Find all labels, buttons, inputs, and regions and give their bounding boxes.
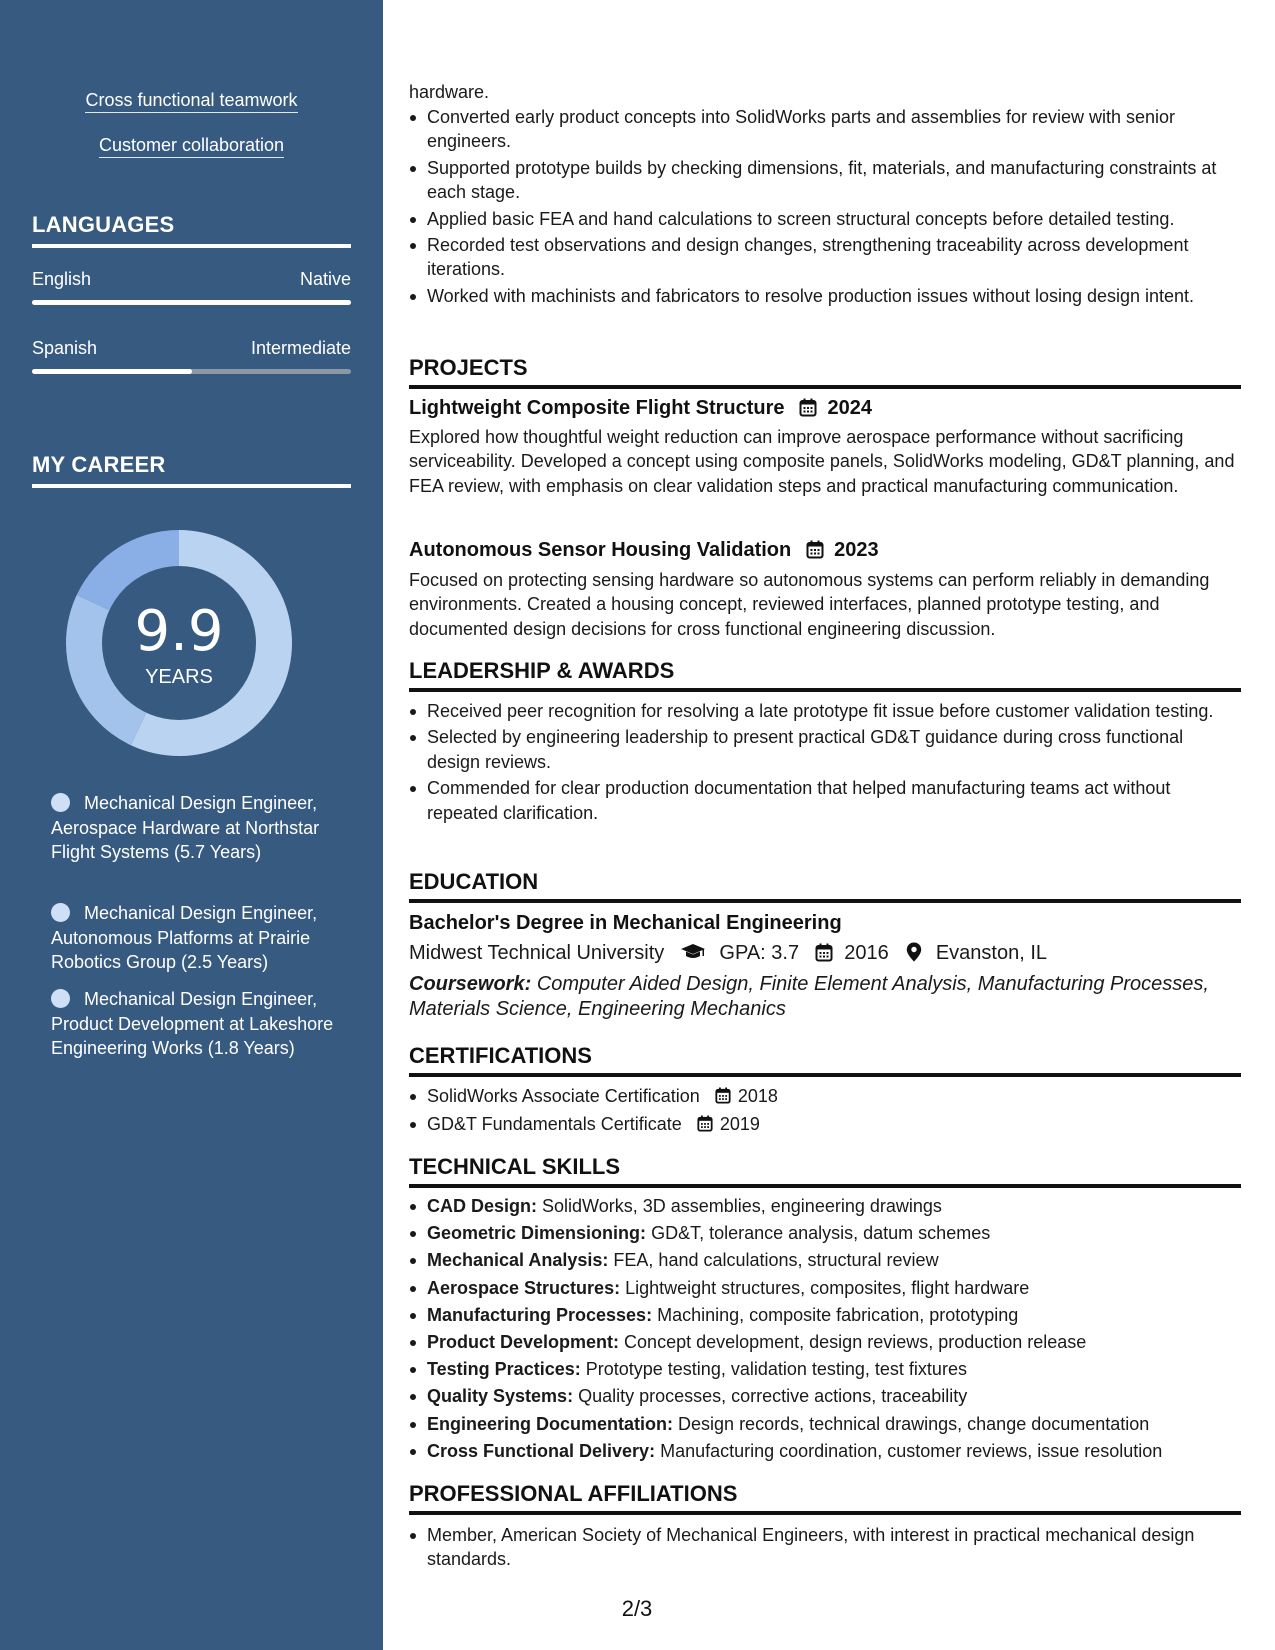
list-item: Applied basic FEA and hand calculations to screen structural concepts before detailed testing. — [409, 207, 1241, 231]
skill-item — [409, 1276, 1241, 1300]
certifications-heading: CERTIFICATIONS — [409, 1043, 1241, 1077]
skill-value: Concept development, design reviews, production release — [624, 1332, 1087, 1353]
experience-continued-text: hardware. — [409, 82, 490, 102]
calendar-icon — [697, 1115, 713, 1132]
skill-value: Manufacturing coordination, customer reviews, issue resolution — [660, 1440, 1163, 1461]
education-heading: EDUCATION — [409, 869, 1241, 903]
calendar-icon — [815, 943, 833, 962]
leadership-bullets — [409, 699, 1241, 825]
skill-tag: Customer collaboration — [0, 134, 383, 156]
skill-item — [409, 1357, 1241, 1381]
education-meta-row — [409, 940, 1241, 966]
technical-skills-list — [409, 1194, 1241, 1466]
project-title: Autonomous Sensor Housing Validation — [409, 539, 792, 561]
coursework — [409, 972, 1241, 1021]
project-year: 2023 — [834, 539, 879, 561]
skill-item — [409, 1330, 1241, 1354]
career-role: Mechanical Design Engineer, Autonomous Platforms at Prairie Robotics Group (2.5 Years) — [51, 903, 318, 972]
graduation-cap-icon — [680, 943, 706, 961]
skill-value: Lightweight structures, composites, flight hardware — [625, 1277, 1030, 1298]
experience-bullets — [409, 105, 1241, 308]
career-donut-chart — [66, 530, 292, 756]
list-item: Recorded test observations and design changes, strengthening traceability across development iterations. — [409, 233, 1241, 282]
coursework-list: Computer Aided Design, Finite Element Analysis, Manufacturing Processes, Materials Science, Engineering Mechanics — [409, 973, 1209, 1020]
degree-title: Bachelor's Degree in Mechanical Engineering — [409, 912, 842, 934]
bullet-dot-icon — [51, 903, 70, 922]
career-years-value: 9.9 — [134, 599, 224, 664]
skill-label: Testing Practices: — [427, 1359, 581, 1380]
page-number: 2/3 — [621, 1596, 653, 1621]
calendar-icon — [806, 540, 824, 559]
skill-item — [409, 1248, 1241, 1272]
skill-value: Design records, technical drawings, change documentation — [678, 1413, 1150, 1434]
affiliations-heading: PROFESSIONAL AFFILIATIONS — [409, 1481, 1241, 1515]
project-title: Lightweight Composite Flight Structure — [409, 397, 785, 419]
project-description: Focused on protecting sensing hardware so autonomous systems can perform reliably in demanding environments. Created a housing concept, reviewed interfaces, planned prototype testing, and documented design decisions for cross functional engineering discussion. — [409, 570, 1210, 639]
calendar-icon — [715, 1087, 731, 1104]
language-bar — [32, 369, 351, 374]
language-level: Intermediate — [250, 338, 351, 358]
skill-item — [409, 1194, 1241, 1218]
graduation-year: 2016 — [844, 942, 889, 964]
skill-label: Manufacturing Processes: — [427, 1304, 653, 1325]
main-content — [409, 0, 1241, 1650]
language-level: Native — [299, 269, 351, 289]
skill-label: Engineering Documentation: — [427, 1413, 674, 1434]
skill-value: Prototype testing, validation testing, test fixtures — [585, 1359, 967, 1380]
skill-label: Aerospace Structures: — [427, 1277, 621, 1298]
certifications-list — [409, 1084, 1241, 1137]
list-item: Selected by engineering leadership to present practical GD&T guidance during cross functional design reviews. — [409, 725, 1241, 774]
skill-label: Cross Functional Delivery: — [427, 1440, 656, 1461]
certification-item: GD&T Fundamentals Certificate 2019 — [409, 1112, 1241, 1136]
skill-label: Geometric Dimensioning: — [427, 1223, 647, 1244]
skill-label: Mechanical Analysis: — [427, 1250, 609, 1271]
language-bar-fill — [32, 369, 192, 374]
skill-value: Quality processes, corrective actions, traceability — [578, 1386, 968, 1407]
leadership-heading: LEADERSHIP & AWARDS — [409, 658, 1241, 692]
list-item: Received peer recognition for resolving a late prototype fit issue before customer validation testing. — [409, 699, 1241, 723]
bullet-dot-icon — [51, 989, 70, 1008]
skill-value: GD&T, tolerance analysis, datum schemes — [651, 1223, 991, 1244]
bullet-dot-icon — [51, 793, 70, 812]
skill-item — [409, 1412, 1241, 1436]
list-item: Commended for clear production documentation that helped manufacturing teams act without repeated clarification. — [409, 776, 1241, 825]
calendar-icon — [799, 398, 817, 417]
project-description: Explored how thoughtful weight reduction can improve aerospace performance without sacrificing serviceability. Developed a concept using composite panels, SolidWorks modeling, GD&T planning, and FEA review, with emphasis on clear validation steps and practical manufacturing communication. — [409, 427, 1235, 496]
skill-item — [409, 1221, 1241, 1245]
language-bar-fill — [32, 300, 351, 305]
technical-skills-heading: TECHNICAL SKILLS — [409, 1154, 1241, 1188]
project-title-row — [409, 537, 1241, 563]
language-row — [32, 268, 351, 305]
skill-label: CAD Design: — [427, 1196, 538, 1216]
list-item: Member, American Society of Mechanical Engineers, with interest in practical mechanical design standards. — [409, 1523, 1241, 1572]
skill-value: Machining, composite fabrication, prototyping — [657, 1304, 1019, 1325]
projects-heading: PROJECTS — [409, 355, 1241, 389]
career-role: Mechanical Design Engineer, Product Development at Lakeshore Engineering Works (1.8 Years) — [51, 989, 334, 1058]
skill-value: FEA, hand calculations, structural review — [613, 1250, 939, 1271]
languages-heading: LANGUAGES — [32, 212, 351, 248]
list-item: Converted early product concepts into SolidWorks parts and assemblies for review with senior engineers. — [409, 105, 1241, 154]
sidebar — [0, 0, 383, 1650]
skill-tag: Cross functional teamwork — [0, 89, 383, 111]
school-location: Evanston, IL — [935, 942, 1048, 964]
skill-item — [409, 1303, 1241, 1327]
gpa: GPA: 3.7 — [719, 942, 800, 964]
list-item: Worked with machinists and fabricators to resolve production issues without losing design intent. — [409, 284, 1241, 308]
language-row — [32, 337, 351, 374]
language-name: English — [32, 269, 92, 289]
skill-item — [409, 1384, 1241, 1408]
school-name: Midwest Technical University — [409, 942, 665, 964]
certification-item: SolidWorks Associate Certification 2018 — [409, 1084, 1241, 1108]
career-role: Mechanical Design Engineer, Aerospace Hardware at Northstar Flight Systems (5.7 Years) — [51, 793, 320, 862]
coursework-label: Coursework: — [409, 973, 532, 995]
skill-label: Product Development: — [427, 1332, 620, 1353]
skill-value: SolidWorks, 3D assemblies, engineering drawings — [542, 1196, 942, 1216]
project-title-row — [409, 395, 1241, 421]
skill-item — [409, 1439, 1241, 1463]
language-name: Spanish — [32, 338, 98, 358]
language-bar — [32, 300, 351, 305]
skill-label: Quality Systems: — [427, 1386, 574, 1407]
career-years-label: YEARS — [145, 666, 213, 688]
career-heading: MY CAREER — [32, 452, 351, 488]
project-year: 2024 — [827, 397, 872, 419]
list-item: Supported prototype builds by checking dimensions, fit, materials, and manufacturing constraints at each stage. — [409, 156, 1241, 205]
location-pin-icon — [906, 942, 922, 962]
affiliations-list — [409, 1523, 1241, 1572]
